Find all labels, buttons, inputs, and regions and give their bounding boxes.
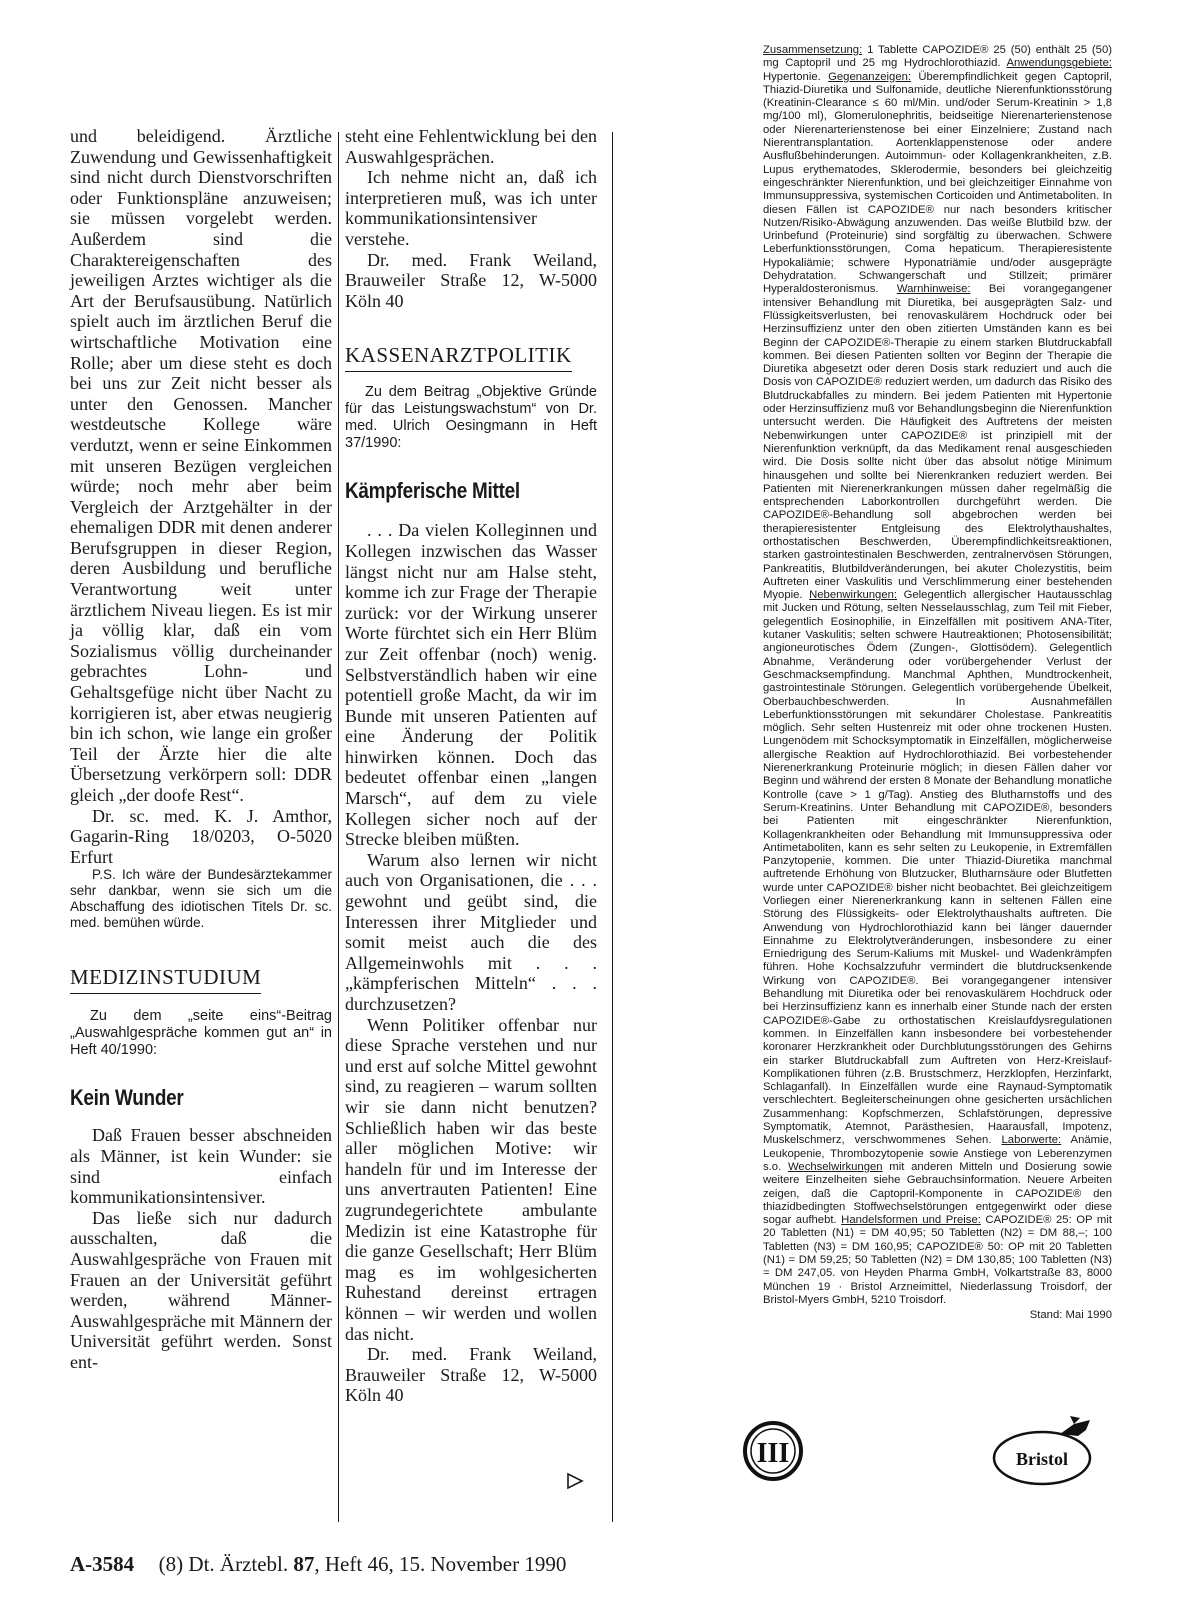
ad-text-run: Gelegentlich allergischer Hautausschlag mit Jucken und Rötung, selten Nesselausschlag, zum Teil mit Fieber, gelegentlich Eosinophilie, in Einzelfällen mit positivem ANA-Titer, kutaner Vaskulitis; selten schwere Hautreaktionen; Photosensibilität; angioneurotisches Ödem (Zungen-, Glottisödem). Gelegentlich Abnahme, Veränderung oder vorübergehender Verlust der Geschmacksempfindung. Manchmal Aphthen, Mundtrockenheit, gastrointestinale Störungen. Gelegentlich vorübergehende Übelkeit, Oberbauchbeschwerden. In Ausnahmefällen Leberfunktionsstörungen mit sekundärer Cholestase. Pankreatitis möglich. Sehr selten Hustenreiz mit oder ohne trockenen Husten. Lungenödem mit Schocksymptomatik in Einzelfällen, möglicherweise allergische Reaktion auf Hydrochlorothiazid. Bei vorbestehender Nierenerkrankung Proteinurie möglich; in diesen Fällen daher vor Beginn und während der ersten 8 Monate der Behandlung monatliche Kontrolle (cave > 1 g/Tag). Anstieg des Blutharnstoffs und des Serum-Kreatinins. Unter Behandlung mit CAPOZIDE®, besonders bei Patienten mit eingeschränkter Nierenfunktion, Kollagenkrankheiten oder Behandlung mit Immunsuppressiva oder Antimetaboliten, kann es sehr selten zu Leukopenie, in Extremfällen Panzytopenie, kommen. Die unter Thiazid-Diuretika manchmal auftretende Erhöhung von Blutzucker, Blutharnsäure oder Blutfetten wurde unter CAPOZIDE® bisher nicht beobachtet. Bei gleichzeitigem Vorliegen einer Nierenerkrankung kann in seltenen Fällen eine Störung des Flüssigkeits- oder Elektrolythaushalts auftreten. Die Anwendung von Hydrochlorothiazid kann bei länger dauernder Einnahme zu Elektrolytveränderungen, insbesondere zu einer Erniedrigung des Serum-Kaliums mit Muskel- und Wadenkrämpfen führen. Hohe Kochsalzzufuhr vermindert die blutdrucksenkende Wirkung von CAPOZIDE®. Bei vorangegangener intensiver Behandlung mit Diuretika oder bei renovaskulärem Hochdruck oder bei Herzinsuffizienz kann es innerhalb einer Stunde nach der ersten CAPOZIDE®-Gabe zu orthostatischen Kreislaufdysregulationen kommen. In Einzelfällen kann insbesondere bei vorbestehender koronarer Herzkrankheit oder Durchblutungsstörungen des Gehirns ein starker Blutdruckabfall zum Auftreten von Herz-Kreislauf-Komplikationen führen (z.B. Brustschmerz, Herzklopfen, Herzinfarkt, Schlaganfall). In Einzelfällen wurde eine Raynaud-Symptomatik verschlechtert. Begleiterscheinungen ohne gesicherten ursächlichen Zusammenhang: Kopfschmerzen, Schlafstörungen, depressive Symptomatik, Atemnot, Parästhesien, Haarausfall, Impotenz, Muskelschmerz, verschwommenes Sehen. bbox=[763, 589, 1112, 1147]
ad-subheading: Nebenwirkungen: bbox=[809, 589, 898, 602]
paragraph: und beleidigend. Ärztliche Zuwendung und Gewissenhaftigkeit sind nicht durch Dienstvorschriften oder Funktionspläne anzuweisen; sie müssen vorgelebt werden. Außerdem sind die Charaktereigenschaften des jeweiligen Arztes wichtiger als die Art der Berufsausübung. Natürlich spielt auch im ärztlichen Beruf die wirtschaftliche Motivation eine Rolle; aber um diese steht es doch bei uns zur Zeit nicht besser als unter den Genossen. Mancher westdeutsche Kollege wäre verdutzt, wenn er seine Einkommen mit unseren Bezügen vergleichen würde; noch mehr aber beim Vergleich der Arztgehälter in der ehemaligen DDR mit denen anderer Berufsgruppen in dieser Region, deren Ausbildung und berufliche Verantwortung weit unter ärztlichem Niveau liegen. Es ist mir ja völlig klar, daß ein vom Sozialismus völlig durcheinander gebrachtes Lohn- und Gehaltsgefüge nicht über Nacht zu korrigieren ist, aber etwas neugierig bin ich schon, wie lange ein großer Teil der Ärzte hier die alte Übersetzung verkörpern soll: DDR gleich „der doofe Rest“. bbox=[70, 126, 332, 805]
paragraph: Warum also lernen wir nicht auch von Organisationen, die . . . gewohnt und geübt sind, die Interessen ihrer Mitglieder und somit meist auch die des Allgemeinwohls mit . . . „kämpferischen Mitteln“ . . . durchzusetzen? bbox=[345, 849, 597, 1014]
author-signature: Dr. sc. med. K. J. Amthor, Gagarin-Ring 18/0203, O-5020 Erfurt bbox=[70, 805, 332, 867]
ad-subheading: Handelsformen und Preise: bbox=[841, 1214, 981, 1227]
letter-headline: Kein Wunder bbox=[70, 1085, 184, 1111]
ad-text-run: mit anderen Mitteln und Dosierung sowie weitere Einzelheiten siehe Gebrauchsinformation. Neuere Arbeiten zeigen, daß die Captopril-Komponente in CAPOZIDE® den thiazidbedingten Stoffwechselstörungen entgegenwirkt oder diese sogar aufhebt. bbox=[763, 1160, 1112, 1227]
section-heading: KASSENARZTPOLITIK bbox=[345, 343, 572, 372]
column-2 bbox=[345, 126, 597, 1406]
paragraph: Das ließe sich nur dadurch ausschalten, daß die Auswahlgespräche von Frauen mit Frauen an der Universität geführt werden, während Männer-Auswahlgespräche mit Männern der Universität geführt werden. Sonst ent- bbox=[70, 1207, 332, 1372]
bristol-logo-icon bbox=[990, 1414, 1102, 1490]
ad-date: Stand: Mai 1990 bbox=[1029, 1309, 1112, 1322]
letter-headline: Kämpferische Mittel bbox=[345, 478, 520, 504]
ad-column bbox=[763, 44, 1112, 1321]
section-heading: MEDIZINSTUDIUM bbox=[70, 965, 261, 994]
prescribing-information bbox=[763, 44, 1112, 1307]
ad-text-run: Anämie, Leukopenie, Thrombozytopenie sowie Anstiege von Leberenzymen s.o. bbox=[763, 1134, 1112, 1173]
ad-text-run: CAPOZIDE® 25: OP mit 20 Tabletten (N1) = DM 40,95; 50 Tabletten (N2) = DM 88,–; 100 Tabletten (N3) = DM 160,95; CAPOZIDE® 50: OP mit 20 Tabletten (N1) = DM 59,25; 50 Tabletten (N2) = DM 130,85; 100 Tabletten (N3) = DM 247,05. von Heyden Pharma GmbH, Volkartstraße 83, 8000 München 19 · Bristol Arzneimittel, Niederlassung Troisdorf, der Bristol-Myers GmbH, 5210 Troisdorf. bbox=[763, 1214, 1112, 1306]
paragraph: Wenn Politiker offenbar nur diese Sprache verstehen und nur und erst auf solche Mittel gewohnt sind, zu reagieren – warum sollten wir sie dann nicht benutzen? Schließlich haben wir das beste aller möglichen Motive: wir handeln für und im Interesse der uns anvertrauten Patienten! Eine zugrundegerichtete ambulante Medizin ist eine Katastrophe für die ganze Gesellschaft; Herr Blüm mag es im wohlgesicherten Ruhestand dereinst ertragen können – wir werden und wollen das nicht. bbox=[345, 1014, 597, 1344]
journal-citation: (8) Dt. Ärztebl. bbox=[158, 1552, 289, 1576]
paragraph: steht eine Fehlentwicklung bei den Auswahlgesprächen. bbox=[345, 126, 597, 167]
paragraph: Ich nehme nicht an, daß ich interpretieren muß, was ich unter kommunikationsintensiver verstehe. bbox=[345, 167, 597, 249]
column-divider-right bbox=[612, 132, 613, 1522]
logo-left-text: III bbox=[756, 1438, 790, 1469]
column-divider-left bbox=[338, 132, 339, 1522]
paragraph: . . . Da vielen Kolleginnen und Kollegen inzwischen das Wasser längst nicht nur am Halse steht, komme ich zur Frage der Therapie zurück: vor der Wirkung unserer Worte fürchtet sich ein Herr Blüm zur Zeit offenbar (noch) wenig. Selbstverständlich haben wir eine potentiell große Macht, da wir im Bunde mit unseren Patienten auf eine Änderung der Politik hinwirken können. Doch das bedeutet offenbar einen „langen Marsch“, auf dem zu viele Kollegen sicher noch auf der Strecke bleiben müßten. bbox=[345, 520, 597, 850]
journal-issue: , Heft 46, 15. November 1990 bbox=[314, 1552, 567, 1576]
ad-text-run: Bei vorangegangener intensiver Behandlung mit Diuretika, bei ausgeprägten Salz- und Flüssigkeitsverlusten, bei renovaskulärem Hochdruck oder bei Herzinsuffizienz unter den oben zitierten Umständen kann es bei Beginn der CAPOZIDE®-Therapie zu einem starken Blutdruckabfall kommen. Bei diesen Patienten sollten vor Beginn der Therapie die Diuretika abgesetzt oder deren Dosis stark reduziert und auch die Dosis von CAPOZIDE® reduziert werden, um dadurch das Risiko des Blutdruckabfalles zu mindern. Bei jedem Patienten mit Hypertonie oder Herzinsuffizienz muß vor Behandlungsbeginn die Nierenfunktion untersucht werden. Die Häufigkeit des Auftretens der meisten Nebenwirkungen unter CAPOZIDE® ist prinzipiell mit der Nierenfunktion verknüpft, da das Medikament renal ausgeschieden wird. Die Dosis sollte nicht über das absolut nötige Minimum hinausgehen und sollte bei Nierenkranken reduziert werden. Bei Patienten mit Nierenerkrankungen müssen daher regelmäßig die entsprechenden Laborkontrollen durchgeführt werden. Die CAPOZIDE®-Behandlung soll abgebrochen werden bei therapieresistenter Entgleisung des Elektrolythaushaltes, orthostatischen Beschwerden, Überempfindlichkeitsreaktionen, starken gastrointestinalen Beschwerden, zentralnervösen Störungen, Pankreatitis, Blutbildveränderungen, bei akuter Cholezystitis, beim Auftreten einer Vaskulitis und Verschlimmerung einer bestehenden Myopie. bbox=[763, 283, 1113, 602]
author-signature: Dr. med. Frank Weiland, Brauweiler Straße 12, W-5000 Köln 40 bbox=[345, 1344, 597, 1406]
logo-right-text: Bristol bbox=[1016, 1449, 1068, 1469]
continue-arrow-icon bbox=[566, 1472, 584, 1490]
ad-text-run: Hypertonie. bbox=[763, 70, 829, 83]
author-signature: Dr. med. Frank Weiland, Brauweiler Straße 12, W-5000 Köln 40 bbox=[345, 249, 597, 311]
ad-subheading: Warnhinweise: bbox=[896, 283, 971, 296]
ad-text-run: 1 Tablette CAPOZIDE® 25 (50) enthält 25 (50) mg Captopril und 25 mg Hydrochlorothiazid. bbox=[763, 44, 1112, 70]
page-code: A-3584 bbox=[70, 1552, 135, 1576]
ad-subheading: Gegenanzeigen: bbox=[828, 70, 912, 83]
ad-text-run: Überempfindlichkeit gegen Captopril, Thiazid-Diuretika und Sulfonamide, deutliche Nierenfunktionsstörung (Kreatinin-Clearance ≤ 60 ml/Min. und/oder Serum-Kreatinin > 1,8 mg/100 ml), Glomerulonephritis, beidseitige Nierenarterienstenose oder Nierenarterienstenose bei einer Einzelniere; Zustand nach Nierentransplantation. Aortenklappenstenose oder andere Ausflußbehinderungen. Autoimmun- oder Kollagenkrankheiten, z.B. Lupus erythematodes, Sklerodermie, besonders bei gleichzeitig eingeschränkter Nierenfunktion, und bei gleichzeitiger Einnahme von Immunsuppressiva, systemischen Corticoiden und Antimetaboliten. In diesen Fällen ist CAPOZIDE® nur nach besonders kritischer Nutzen/Risiko-Abwägung anzuwenden. Das weiße Blutbild bzw. der Urinbefund (Proteinurie) sind sorgfältig zu überwachen. Schwere Leberfunktionsstörungen, Coma hepaticum. Therapieresistente Hypokaliämie; schwere Hyponatriämie und/oder ausgeprägte Dehydratation. Schwangerschaft und Stillzeit; primärer Hyperaldosteronismus. bbox=[763, 70, 1112, 296]
letter-body bbox=[345, 520, 597, 1344]
postscript: P.S. Ich wäre der Bundesärztekammer sehr dankbar, wenn sie sich um die Abschaffung des idiotischen Titels Dr. sc. med. bemühen würde. bbox=[70, 867, 332, 931]
page-footer bbox=[70, 1552, 566, 1577]
article-reference: Zu dem Beitrag „Objektive Gründe für das Leistungswachstum“ von Dr. med. Ulrich Oesingmann in Heft 37/1990: bbox=[345, 384, 597, 452]
article-reference: Zu dem „seite eins“-Beitrag „Auswahlgespräche kommen gut an“ in Heft 40/1990: bbox=[70, 1008, 332, 1059]
journal-volume: 87 bbox=[293, 1552, 315, 1576]
letter-body bbox=[70, 1125, 332, 1372]
letter-continuation bbox=[70, 126, 332, 806]
ad-subheading: Anwendungsgebiete: bbox=[1006, 57, 1112, 70]
heyden-logo-icon bbox=[742, 1420, 804, 1482]
ad-subheading: Laborwerte: bbox=[1001, 1134, 1062, 1147]
letter-continuation bbox=[345, 126, 597, 250]
ad-subheading: Wechselwirkungen bbox=[787, 1160, 883, 1173]
ad-subheading: Zusammensetzung: bbox=[763, 44, 863, 56]
column-1 bbox=[70, 126, 332, 1373]
paragraph: Daß Frauen besser abschneiden als Männer, ist kein Wunder: sie sind einfach kommunikationsintensiver. bbox=[70, 1125, 332, 1208]
